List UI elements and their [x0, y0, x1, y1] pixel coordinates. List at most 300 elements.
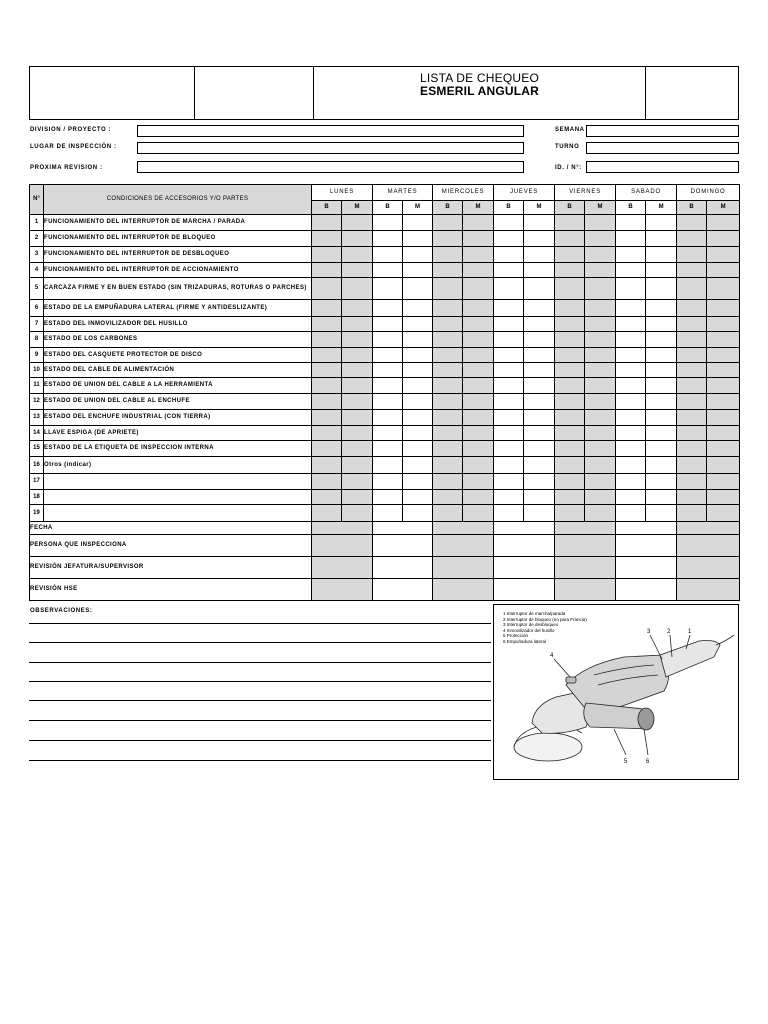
footer-cell-sabado[interactable]: [616, 535, 677, 557]
check-cell-viernes-m[interactable]: [585, 247, 616, 263]
check-cell-martes-m[interactable]: [403, 457, 433, 474]
check-cell-martes-b[interactable]: [373, 426, 403, 441]
check-cell-domingo-m[interactable]: [707, 215, 740, 231]
check-cell-domingo-m[interactable]: [707, 505, 740, 522]
check-cell-domingo-m[interactable]: [707, 378, 740, 394]
check-cell-jueves-b[interactable]: [494, 363, 524, 378]
check-cell-domingo-m[interactable]: [707, 300, 740, 317]
check-cell-viernes-m[interactable]: [585, 457, 616, 474]
check-cell-miercoles-m[interactable]: [463, 231, 494, 247]
check-cell-jueves-b[interactable]: [494, 441, 524, 457]
footer-cell-sabado[interactable]: [616, 522, 677, 535]
footer-cell-viernes[interactable]: [555, 579, 616, 601]
check-cell-miercoles-m[interactable]: [463, 394, 494, 410]
check-cell-jueves-b[interactable]: [494, 490, 524, 505]
check-cell-miercoles-b[interactable]: [433, 474, 463, 490]
footer-cell-jueves[interactable]: [494, 535, 555, 557]
check-cell-lunes-m[interactable]: [342, 263, 373, 278]
check-cell-jueves-b[interactable]: [494, 410, 524, 426]
check-cell-viernes-m[interactable]: [585, 263, 616, 278]
check-cell-lunes-b[interactable]: [312, 426, 342, 441]
check-cell-viernes-m[interactable]: [585, 378, 616, 394]
semana-field[interactable]: [586, 125, 739, 137]
check-cell-jueves-m[interactable]: [524, 231, 555, 247]
footer-cell-lunes[interactable]: [312, 579, 373, 601]
check-cell-martes-m[interactable]: [403, 490, 433, 505]
check-cell-miercoles-b[interactable]: [433, 215, 463, 231]
check-cell-viernes-b[interactable]: [555, 247, 585, 263]
check-cell-domingo-b[interactable]: [677, 394, 707, 410]
check-cell-viernes-b[interactable]: [555, 474, 585, 490]
check-cell-miercoles-m[interactable]: [463, 410, 494, 426]
check-cell-domingo-b[interactable]: [677, 505, 707, 522]
observation-line[interactable]: [29, 662, 491, 663]
check-cell-viernes-m[interactable]: [585, 474, 616, 490]
check-cell-miercoles-b[interactable]: [433, 300, 463, 317]
check-cell-martes-m[interactable]: [403, 215, 433, 231]
check-cell-viernes-b[interactable]: [555, 348, 585, 363]
check-cell-domingo-b[interactable]: [677, 378, 707, 394]
check-cell-martes-b[interactable]: [373, 332, 403, 348]
check-cell-lunes-m[interactable]: [342, 348, 373, 363]
check-cell-sabado-m[interactable]: [646, 278, 677, 300]
check-cell-viernes-b[interactable]: [555, 457, 585, 474]
check-cell-lunes-m[interactable]: [342, 317, 373, 332]
check-cell-jueves-b[interactable]: [494, 317, 524, 332]
check-cell-miercoles-b[interactable]: [433, 231, 463, 247]
check-cell-lunes-b[interactable]: [312, 278, 342, 300]
check-cell-viernes-m[interactable]: [585, 278, 616, 300]
check-cell-viernes-m[interactable]: [585, 317, 616, 332]
check-cell-martes-m[interactable]: [403, 474, 433, 490]
check-cell-domingo-b[interactable]: [677, 348, 707, 363]
check-cell-viernes-m[interactable]: [585, 394, 616, 410]
check-cell-lunes-m[interactable]: [342, 490, 373, 505]
check-cell-viernes-m[interactable]: [585, 490, 616, 505]
check-cell-miercoles-m[interactable]: [463, 378, 494, 394]
check-cell-domingo-m[interactable]: [707, 394, 740, 410]
check-cell-domingo-b[interactable]: [677, 490, 707, 505]
check-cell-miercoles-m[interactable]: [463, 215, 494, 231]
footer-cell-miercoles[interactable]: [433, 535, 494, 557]
check-cell-martes-b[interactable]: [373, 410, 403, 426]
check-cell-miercoles-b[interactable]: [433, 247, 463, 263]
footer-cell-domingo[interactable]: [677, 557, 740, 579]
check-cell-lunes-b[interactable]: [312, 505, 342, 522]
check-cell-viernes-m[interactable]: [585, 410, 616, 426]
check-cell-viernes-b[interactable]: [555, 317, 585, 332]
footer-cell-viernes[interactable]: [555, 557, 616, 579]
check-cell-miercoles-m[interactable]: [463, 457, 494, 474]
check-cell-lunes-m[interactable]: [342, 231, 373, 247]
check-cell-jueves-b[interactable]: [494, 474, 524, 490]
check-cell-lunes-b[interactable]: [312, 457, 342, 474]
check-cell-domingo-m[interactable]: [707, 474, 740, 490]
turno-field[interactable]: [586, 142, 739, 154]
check-cell-sabado-m[interactable]: [646, 490, 677, 505]
check-cell-viernes-m[interactable]: [585, 215, 616, 231]
check-cell-miercoles-m[interactable]: [463, 332, 494, 348]
check-cell-jueves-m[interactable]: [524, 300, 555, 317]
check-cell-sabado-m[interactable]: [646, 215, 677, 231]
check-cell-martes-b[interactable]: [373, 378, 403, 394]
check-cell-martes-m[interactable]: [403, 348, 433, 363]
check-cell-martes-b[interactable]: [373, 263, 403, 278]
footer-cell-miercoles[interactable]: [433, 557, 494, 579]
footer-cell-viernes[interactable]: [555, 535, 616, 557]
footer-cell-jueves[interactable]: [494, 579, 555, 601]
check-cell-jueves-m[interactable]: [524, 215, 555, 231]
check-cell-lunes-m[interactable]: [342, 247, 373, 263]
check-cell-martes-m[interactable]: [403, 300, 433, 317]
check-cell-sabado-m[interactable]: [646, 247, 677, 263]
check-cell-domingo-b[interactable]: [677, 332, 707, 348]
check-cell-viernes-m[interactable]: [585, 300, 616, 317]
check-cell-viernes-b[interactable]: [555, 410, 585, 426]
check-cell-viernes-m[interactable]: [585, 231, 616, 247]
check-cell-lunes-b[interactable]: [312, 300, 342, 317]
check-cell-martes-m[interactable]: [403, 231, 433, 247]
check-cell-martes-m[interactable]: [403, 363, 433, 378]
check-cell-miercoles-m[interactable]: [463, 263, 494, 278]
observation-line[interactable]: [29, 642, 491, 643]
observation-line[interactable]: [29, 740, 491, 741]
check-cell-sabado-m[interactable]: [646, 441, 677, 457]
check-cell-viernes-b[interactable]: [555, 300, 585, 317]
check-cell-viernes-b[interactable]: [555, 378, 585, 394]
check-cell-sabado-m[interactable]: [646, 363, 677, 378]
check-cell-lunes-b[interactable]: [312, 263, 342, 278]
check-cell-lunes-m[interactable]: [342, 505, 373, 522]
observation-line[interactable]: [29, 681, 491, 682]
check-cell-miercoles-m[interactable]: [463, 317, 494, 332]
check-cell-miercoles-b[interactable]: [433, 490, 463, 505]
check-cell-martes-b[interactable]: [373, 317, 403, 332]
check-cell-viernes-b[interactable]: [555, 394, 585, 410]
check-cell-sabado-b[interactable]: [616, 300, 646, 317]
check-cell-martes-m[interactable]: [403, 247, 433, 263]
division-field[interactable]: [137, 125, 524, 137]
footer-cell-jueves[interactable]: [494, 522, 555, 535]
check-cell-domingo-m[interactable]: [707, 457, 740, 474]
check-cell-sabado-m[interactable]: [646, 505, 677, 522]
check-cell-martes-b[interactable]: [373, 474, 403, 490]
check-cell-viernes-m[interactable]: [585, 505, 616, 522]
check-cell-jueves-m[interactable]: [524, 278, 555, 300]
check-cell-domingo-m[interactable]: [707, 247, 740, 263]
footer-cell-lunes[interactable]: [312, 557, 373, 579]
footer-cell-martes[interactable]: [373, 557, 433, 579]
check-cell-viernes-m[interactable]: [585, 426, 616, 441]
check-cell-miercoles-m[interactable]: [463, 247, 494, 263]
check-cell-miercoles-b[interactable]: [433, 410, 463, 426]
check-cell-domingo-b[interactable]: [677, 441, 707, 457]
observation-line[interactable]: [29, 623, 491, 624]
check-cell-lunes-m[interactable]: [342, 457, 373, 474]
check-cell-lunes-m[interactable]: [342, 426, 373, 441]
check-cell-lunes-m[interactable]: [342, 410, 373, 426]
check-cell-martes-b[interactable]: [373, 394, 403, 410]
check-cell-lunes-m[interactable]: [342, 215, 373, 231]
check-cell-lunes-b[interactable]: [312, 363, 342, 378]
check-cell-sabado-m[interactable]: [646, 474, 677, 490]
footer-cell-sabado[interactable]: [616, 557, 677, 579]
footer-cell-martes[interactable]: [373, 535, 433, 557]
lugar-field[interactable]: [137, 142, 524, 154]
check-cell-miercoles-b[interactable]: [433, 457, 463, 474]
check-cell-jueves-b[interactable]: [494, 505, 524, 522]
check-cell-sabado-b[interactable]: [616, 441, 646, 457]
check-cell-miercoles-m[interactable]: [463, 348, 494, 363]
check-cell-jueves-m[interactable]: [524, 490, 555, 505]
check-cell-miercoles-b[interactable]: [433, 378, 463, 394]
check-cell-sabado-b[interactable]: [616, 490, 646, 505]
check-cell-lunes-b[interactable]: [312, 490, 342, 505]
check-cell-martes-b[interactable]: [373, 215, 403, 231]
check-cell-miercoles-b[interactable]: [433, 263, 463, 278]
check-cell-lunes-m[interactable]: [342, 394, 373, 410]
check-cell-miercoles-m[interactable]: [463, 490, 494, 505]
check-cell-viernes-b[interactable]: [555, 426, 585, 441]
check-cell-martes-m[interactable]: [403, 332, 433, 348]
check-cell-domingo-m[interactable]: [707, 231, 740, 247]
check-cell-domingo-b[interactable]: [677, 426, 707, 441]
check-cell-jueves-b[interactable]: [494, 378, 524, 394]
check-cell-domingo-b[interactable]: [677, 363, 707, 378]
check-cell-lunes-m[interactable]: [342, 300, 373, 317]
check-cell-jueves-b[interactable]: [494, 263, 524, 278]
check-cell-jueves-m[interactable]: [524, 441, 555, 457]
check-cell-sabado-m[interactable]: [646, 300, 677, 317]
check-cell-jueves-b[interactable]: [494, 215, 524, 231]
check-cell-jueves-b[interactable]: [494, 231, 524, 247]
check-cell-lunes-m[interactable]: [342, 441, 373, 457]
check-cell-martes-m[interactable]: [403, 317, 433, 332]
check-cell-miercoles-b[interactable]: [433, 394, 463, 410]
check-cell-jueves-m[interactable]: [524, 457, 555, 474]
check-cell-domingo-b[interactable]: [677, 247, 707, 263]
check-cell-domingo-b[interactable]: [677, 410, 707, 426]
check-cell-miercoles-m[interactable]: [463, 278, 494, 300]
check-cell-miercoles-b[interactable]: [433, 363, 463, 378]
footer-cell-domingo[interactable]: [677, 522, 740, 535]
check-cell-lunes-m[interactable]: [342, 332, 373, 348]
check-cell-sabado-b[interactable]: [616, 332, 646, 348]
check-cell-martes-m[interactable]: [403, 394, 433, 410]
check-cell-viernes-b[interactable]: [555, 332, 585, 348]
check-cell-martes-b[interactable]: [373, 457, 403, 474]
check-cell-jueves-b[interactable]: [494, 300, 524, 317]
check-cell-lunes-b[interactable]: [312, 348, 342, 363]
check-cell-domingo-b[interactable]: [677, 215, 707, 231]
check-cell-martes-m[interactable]: [403, 378, 433, 394]
check-cell-domingo-b[interactable]: [677, 457, 707, 474]
check-cell-lunes-b[interactable]: [312, 410, 342, 426]
footer-cell-lunes[interactable]: [312, 522, 373, 535]
check-cell-sabado-b[interactable]: [616, 263, 646, 278]
check-cell-domingo-m[interactable]: [707, 263, 740, 278]
check-cell-lunes-b[interactable]: [312, 317, 342, 332]
check-cell-jueves-m[interactable]: [524, 426, 555, 441]
observation-line[interactable]: [29, 700, 491, 701]
check-cell-jueves-b[interactable]: [494, 332, 524, 348]
check-cell-martes-m[interactable]: [403, 263, 433, 278]
check-cell-jueves-m[interactable]: [524, 363, 555, 378]
check-cell-sabado-m[interactable]: [646, 378, 677, 394]
check-cell-martes-b[interactable]: [373, 247, 403, 263]
check-cell-lunes-b[interactable]: [312, 474, 342, 490]
check-cell-domingo-m[interactable]: [707, 410, 740, 426]
check-cell-lunes-m[interactable]: [342, 278, 373, 300]
check-cell-domingo-b[interactable]: [677, 231, 707, 247]
check-cell-domingo-m[interactable]: [707, 426, 740, 441]
check-cell-jueves-m[interactable]: [524, 348, 555, 363]
footer-cell-domingo[interactable]: [677, 579, 740, 601]
footer-cell-viernes[interactable]: [555, 522, 616, 535]
check-cell-miercoles-m[interactable]: [463, 505, 494, 522]
check-cell-martes-b[interactable]: [373, 505, 403, 522]
check-cell-viernes-b[interactable]: [555, 215, 585, 231]
observation-line[interactable]: [29, 760, 491, 761]
footer-cell-lunes[interactable]: [312, 535, 373, 557]
check-cell-jueves-m[interactable]: [524, 394, 555, 410]
check-cell-sabado-b[interactable]: [616, 317, 646, 332]
check-cell-domingo-b[interactable]: [677, 474, 707, 490]
check-cell-lunes-b[interactable]: [312, 247, 342, 263]
check-cell-sabado-b[interactable]: [616, 378, 646, 394]
check-cell-viernes-m[interactable]: [585, 348, 616, 363]
check-cell-lunes-b[interactable]: [312, 215, 342, 231]
check-cell-martes-b[interactable]: [373, 363, 403, 378]
check-cell-jueves-b[interactable]: [494, 426, 524, 441]
check-cell-martes-b[interactable]: [373, 348, 403, 363]
check-cell-viernes-b[interactable]: [555, 278, 585, 300]
check-cell-jueves-m[interactable]: [524, 247, 555, 263]
check-cell-martes-m[interactable]: [403, 278, 433, 300]
check-cell-sabado-b[interactable]: [616, 278, 646, 300]
check-cell-sabado-m[interactable]: [646, 457, 677, 474]
check-cell-sabado-m[interactable]: [646, 394, 677, 410]
check-cell-martes-m[interactable]: [403, 505, 433, 522]
footer-cell-domingo[interactable]: [677, 535, 740, 557]
check-cell-sabado-b[interactable]: [616, 410, 646, 426]
check-cell-jueves-b[interactable]: [494, 394, 524, 410]
check-cell-jueves-m[interactable]: [524, 332, 555, 348]
check-cell-sabado-b[interactable]: [616, 247, 646, 263]
check-cell-sabado-b[interactable]: [616, 505, 646, 522]
check-cell-domingo-b[interactable]: [677, 278, 707, 300]
check-cell-jueves-m[interactable]: [524, 378, 555, 394]
check-cell-miercoles-b[interactable]: [433, 317, 463, 332]
check-cell-jueves-b[interactable]: [494, 457, 524, 474]
check-cell-sabado-m[interactable]: [646, 231, 677, 247]
check-cell-domingo-b[interactable]: [677, 317, 707, 332]
check-cell-lunes-m[interactable]: [342, 474, 373, 490]
check-cell-lunes-b[interactable]: [312, 332, 342, 348]
observation-line[interactable]: [29, 720, 491, 721]
check-cell-viernes-m[interactable]: [585, 441, 616, 457]
check-cell-sabado-m[interactable]: [646, 410, 677, 426]
check-cell-miercoles-m[interactable]: [463, 474, 494, 490]
check-cell-viernes-b[interactable]: [555, 505, 585, 522]
check-cell-domingo-m[interactable]: [707, 441, 740, 457]
check-cell-martes-b[interactable]: [373, 490, 403, 505]
check-cell-domingo-m[interactable]: [707, 332, 740, 348]
check-cell-jueves-b[interactable]: [494, 278, 524, 300]
check-cell-miercoles-b[interactable]: [433, 505, 463, 522]
check-cell-miercoles-m[interactable]: [463, 441, 494, 457]
check-cell-viernes-m[interactable]: [585, 363, 616, 378]
check-cell-sabado-m[interactable]: [646, 426, 677, 441]
check-cell-sabado-b[interactable]: [616, 231, 646, 247]
id-field[interactable]: [586, 161, 739, 173]
check-cell-domingo-b[interactable]: [677, 263, 707, 278]
check-cell-sabado-b[interactable]: [616, 363, 646, 378]
check-cell-domingo-m[interactable]: [707, 278, 740, 300]
check-cell-viernes-b[interactable]: [555, 363, 585, 378]
check-cell-lunes-b[interactable]: [312, 231, 342, 247]
check-cell-martes-b[interactable]: [373, 441, 403, 457]
footer-cell-sabado[interactable]: [616, 579, 677, 601]
check-cell-sabado-m[interactable]: [646, 332, 677, 348]
footer-cell-miercoles[interactable]: [433, 579, 494, 601]
check-cell-lunes-m[interactable]: [342, 378, 373, 394]
check-cell-miercoles-b[interactable]: [433, 278, 463, 300]
check-cell-martes-m[interactable]: [403, 410, 433, 426]
check-cell-jueves-b[interactable]: [494, 348, 524, 363]
check-cell-martes-m[interactable]: [403, 426, 433, 441]
check-cell-sabado-b[interactable]: [616, 457, 646, 474]
check-cell-sabado-m[interactable]: [646, 348, 677, 363]
check-cell-jueves-m[interactable]: [524, 410, 555, 426]
check-cell-lunes-b[interactable]: [312, 378, 342, 394]
check-cell-domingo-b[interactable]: [677, 300, 707, 317]
check-cell-lunes-b[interactable]: [312, 394, 342, 410]
check-cell-viernes-b[interactable]: [555, 441, 585, 457]
proxima-field[interactable]: [137, 161, 524, 173]
check-cell-viernes-m[interactable]: [585, 332, 616, 348]
check-cell-domingo-m[interactable]: [707, 363, 740, 378]
check-cell-martes-b[interactable]: [373, 278, 403, 300]
check-cell-jueves-m[interactable]: [524, 505, 555, 522]
check-cell-miercoles-m[interactable]: [463, 426, 494, 441]
check-cell-domingo-m[interactable]: [707, 317, 740, 332]
check-cell-martes-b[interactable]: [373, 300, 403, 317]
check-cell-miercoles-m[interactable]: [463, 300, 494, 317]
check-cell-martes-m[interactable]: [403, 441, 433, 457]
check-cell-jueves-b[interactable]: [494, 247, 524, 263]
check-cell-sabado-b[interactable]: [616, 394, 646, 410]
check-cell-viernes-b[interactable]: [555, 263, 585, 278]
footer-cell-martes[interactable]: [373, 579, 433, 601]
check-cell-sabado-b[interactable]: [616, 426, 646, 441]
check-cell-jueves-m[interactable]: [524, 263, 555, 278]
check-cell-lunes-b[interactable]: [312, 441, 342, 457]
footer-cell-martes[interactable]: [373, 522, 433, 535]
footer-cell-miercoles[interactable]: [433, 522, 494, 535]
check-cell-miercoles-b[interactable]: [433, 441, 463, 457]
check-cell-miercoles-m[interactable]: [463, 363, 494, 378]
check-cell-sabado-m[interactable]: [646, 317, 677, 332]
check-cell-jueves-m[interactable]: [524, 317, 555, 332]
check-cell-domingo-m[interactable]: [707, 348, 740, 363]
check-cell-jueves-m[interactable]: [524, 474, 555, 490]
check-cell-domingo-m[interactable]: [707, 490, 740, 505]
check-cell-lunes-m[interactable]: [342, 363, 373, 378]
check-cell-viernes-b[interactable]: [555, 231, 585, 247]
check-cell-miercoles-b[interactable]: [433, 426, 463, 441]
check-cell-sabado-b[interactable]: [616, 215, 646, 231]
